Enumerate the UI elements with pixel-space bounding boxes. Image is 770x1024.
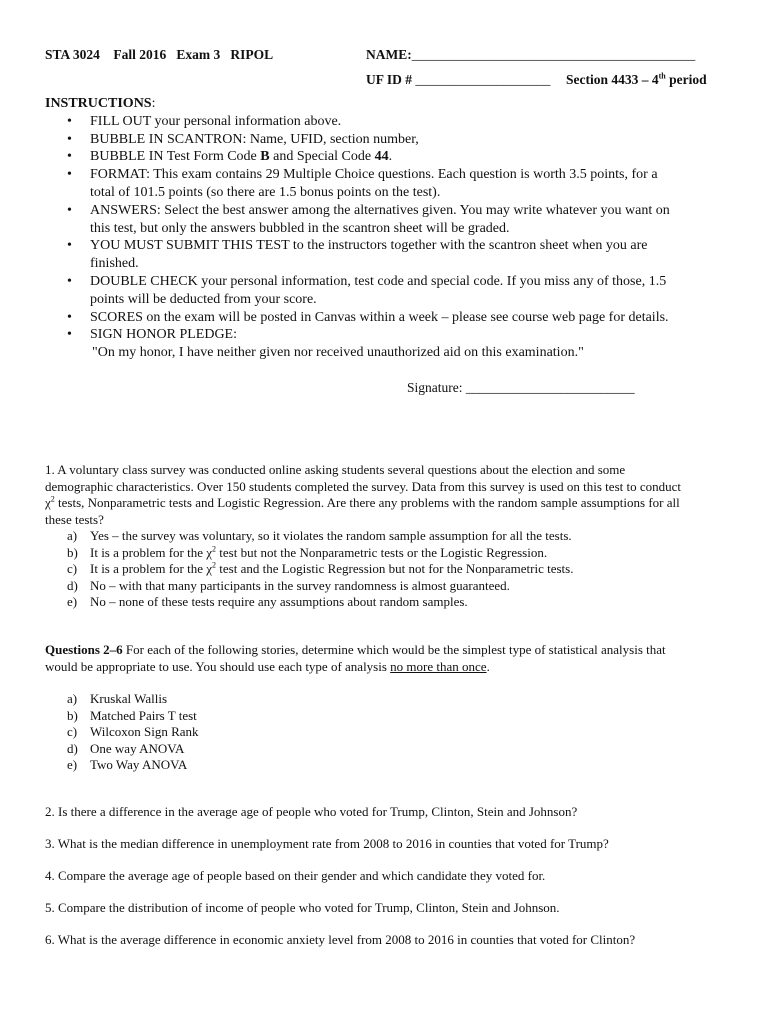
option-letter: d) xyxy=(67,577,78,593)
intro-text: would be appropriate to use. You should use each type of analysis xyxy=(45,658,391,674)
instruction-text: and Special Code xyxy=(269,149,375,165)
instruction-item xyxy=(45,202,670,238)
course-code: STA 3024 xyxy=(45,47,100,62)
signature-blank[interactable]: _________________________ xyxy=(465,380,635,395)
instruction-item xyxy=(45,166,670,202)
instruction-item xyxy=(45,326,670,344)
section-label: Section 4433 – 4 xyxy=(566,72,659,87)
instruction-text: FILL OUT your personal information above. xyxy=(90,113,342,129)
answer-option-d[interactable] xyxy=(45,578,681,595)
option-letter: a) xyxy=(67,528,78,543)
underlined-text: no more than once xyxy=(390,658,487,674)
instructions-list xyxy=(45,113,670,344)
instruction-text: BUBBLE IN Test Form Code xyxy=(90,149,261,165)
chi-symbol: χ xyxy=(45,495,51,510)
option-text: No – none of these tests require any assumptions about random samples. xyxy=(90,594,468,609)
option-letter: a) xyxy=(67,691,78,706)
analysis-option-e[interactable] xyxy=(45,757,199,774)
name-field[interactable] xyxy=(366,47,695,63)
instruction-text: this test, but only the answers bubbled in the scantron sheet will be graded. xyxy=(90,220,510,236)
section-info xyxy=(566,72,707,88)
instructions-heading: INSTRUCTIONS xyxy=(45,96,152,111)
instruction-text: DOUBLE CHECK your personal information, test code and special code. If you miss any of those, 1.5 xyxy=(90,273,667,289)
instruction-item xyxy=(45,148,670,166)
term: Fall 2016 xyxy=(113,47,167,62)
question-text: demographic characteristics. Over 150 students completed the survey. Data from this survey is used on this test to conduct xyxy=(45,478,681,494)
instruction-text: SCORES on the exam will be posted in Canvas within a week – please see course web page for details. xyxy=(90,309,669,325)
name-label: NAME: xyxy=(366,47,412,62)
question-3: 3. What is the median difference in unemployment rate from 2008 to 2016 in counties that voted for Trump? xyxy=(45,836,609,851)
option-text: test but not the Nonparametric tests or the Logistic Regression. xyxy=(216,544,548,560)
question-4: 4. Compare the average age of people based on their gender and which candidate they voted for. xyxy=(45,868,546,883)
option-text: Kruskal Wallis xyxy=(90,691,168,706)
answer-option-e[interactable] xyxy=(45,594,681,611)
option-letter: b) xyxy=(67,544,78,560)
analysis-option-c[interactable] xyxy=(45,724,199,741)
answer-option-c[interactable] xyxy=(45,561,681,578)
intro-line-2 xyxy=(45,659,666,676)
analysis-options xyxy=(45,691,199,774)
option-letter: b) xyxy=(67,707,78,723)
option-letter: d) xyxy=(67,740,78,756)
question-text-rest: tests, Nonparametric tests and Logistic Regression. Are there any problems with the random sample assumptions for all xyxy=(54,495,680,510)
instruction-text: YOU MUST SUBMIT THIS TEST to the instructors together with the scantron sheet when you are xyxy=(90,238,648,254)
intro-text: For each of the following stories, determine which would be the simplest type of statistical analysis that xyxy=(122,642,666,657)
questions-2-6-intro xyxy=(45,642,666,675)
question-text xyxy=(45,495,681,512)
intro-text: . xyxy=(486,658,490,674)
option-letter: e) xyxy=(67,757,78,772)
instruction-text: finished. xyxy=(90,256,139,272)
name-blank[interactable]: __________________________________________ xyxy=(411,47,696,62)
instruction-text: SIGN HONOR PLEDGE: xyxy=(90,327,237,343)
special-code: 44 xyxy=(374,149,389,165)
question-text: 1. A voluntary class survey was conducted online asking students several questions about the election and some xyxy=(45,462,626,477)
analysis-option-d[interactable] xyxy=(45,741,199,758)
instruction-item xyxy=(45,237,670,273)
exam-number: Exam 3 xyxy=(176,47,221,62)
answer-option-b[interactable] xyxy=(45,545,681,562)
instruction-text: . xyxy=(388,149,393,165)
instruction-text: total of 101.5 points (so there are 1.5 bonus points on the test). xyxy=(90,184,441,200)
instruction-text: ANSWERS: Select the best answer among the alternatives given. You may write whatever you want on xyxy=(90,202,670,218)
q1-options xyxy=(45,528,681,611)
option-text: No – with that many participants in the survey randomness is almost guaranteed. xyxy=(90,577,510,593)
signature-field[interactable] xyxy=(407,380,635,396)
option-text: Matched Pairs T test xyxy=(90,707,197,723)
ufid-label: UF ID # xyxy=(366,72,412,87)
superscript: 2 xyxy=(212,544,217,554)
superscript: 2 xyxy=(212,560,217,570)
answer-option-a[interactable] xyxy=(45,528,681,545)
superscript: 2 xyxy=(50,494,55,504)
honor-pledge: "On my honor, I have neither given nor received unauthorized aid on this examination." xyxy=(92,345,584,361)
instructor: RIPOL xyxy=(230,47,274,62)
option-letter: e) xyxy=(67,594,78,609)
option-text: Wilcoxon Sign Rank xyxy=(90,724,199,739)
exam-header xyxy=(45,47,273,63)
option-text: Yes – the survey was voluntary, so it violates the random sample assumption for all the tests. xyxy=(90,528,572,543)
instruction-item xyxy=(45,273,670,309)
option-text: Two Way ANOVA xyxy=(90,757,188,772)
section-sup: th xyxy=(658,71,666,81)
analysis-option-a[interactable] xyxy=(45,691,199,708)
instructions-title xyxy=(45,95,670,113)
question-2: 2. Is there a difference in the average age of people who voted for Trump, Clinton, Stein and Johnson? xyxy=(45,804,578,819)
question-text: these tests? xyxy=(45,511,104,527)
analysis-options-list xyxy=(45,691,199,774)
question-1 xyxy=(45,462,681,611)
instructions-colon: : xyxy=(151,96,156,111)
instruction-item xyxy=(45,113,670,131)
analysis-option-b[interactable] xyxy=(45,708,199,725)
chi-symbol: χ xyxy=(206,544,213,560)
question-6: 6. What is the average difference in economic anxiety level from 2008 to 2016 in counties that voted for Clinton? xyxy=(45,932,636,947)
section-suffix: period xyxy=(665,72,707,87)
option-letter: c) xyxy=(67,724,78,739)
instructions-block xyxy=(45,95,670,362)
chi-symbol: χ xyxy=(206,561,213,576)
question-5: 5. Compare the distribution of income of people who voted for Trump, Clinton, Stein and Johnson. xyxy=(45,900,560,915)
ufid-blank[interactable]: ____________________ xyxy=(415,72,551,87)
intro-line-1 xyxy=(45,642,666,659)
instruction-text: points will be deducted from your score. xyxy=(90,291,317,307)
option-text: test and the Logistic Regression but not for the Nonparametric tests. xyxy=(216,561,574,576)
option-text: It is a problem for the xyxy=(90,544,207,560)
instruction-text: FORMAT: This exam contains 29 Multiple Choice questions. Each question is worth 3.5 points, for a xyxy=(90,167,658,183)
option-letter: c) xyxy=(67,561,78,576)
section-heading: Questions 2–6 xyxy=(45,642,123,657)
instruction-item xyxy=(45,131,670,149)
ufid-field[interactable] xyxy=(366,72,550,88)
test-form-code: B xyxy=(260,149,270,165)
option-text: One way ANOVA xyxy=(90,740,185,756)
instruction-item xyxy=(45,309,670,327)
signature-label: Signature: xyxy=(407,380,466,395)
option-text: It is a problem for the xyxy=(90,561,207,576)
instruction-text: BUBBLE IN SCANTRON: Name, UFID, section number, xyxy=(90,131,419,147)
